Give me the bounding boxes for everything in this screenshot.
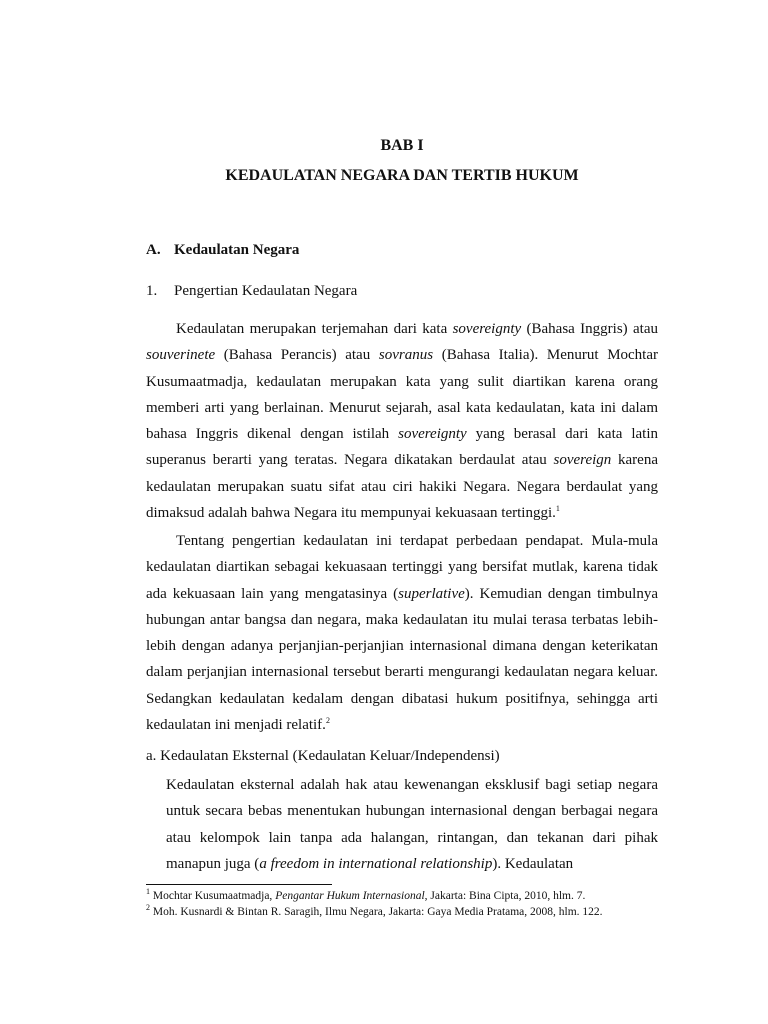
footnote-ref-2[interactable]: 2 <box>325 716 330 726</box>
text-run: (Bahasa Perancis) atau <box>215 347 379 364</box>
text-run: Kedaulatan eksternal adalah hak atau kewenangan eksklusif bagi setiap negara untuk secara bebas menentukan hubungan internasional dengan berbagai negara atau kelompok lain tanpa ada halangan, rintangan, dan tekanan dari pihak manapun juga ( <box>166 777 658 872</box>
italic-term: a freedom in international relationship <box>259 855 493 872</box>
footnote-1 <box>146 888 585 904</box>
italic-term: sovranus <box>378 347 434 364</box>
subsection-title: Pengertian Kedaulatan Negara <box>174 283 358 299</box>
text-run: yang berasal dari kata latin superanus berarti yang teratas. Negara dikatakan berdaulat atau <box>146 426 658 469</box>
chapter-title: KEDAULATAN NEGARA DAN TERTIB HUKUM <box>225 167 579 184</box>
text-run: ). Kemudian dengan timbulnya hubungan antar bangsa dan negara, maka kedaulatan itu mulai terasa terbatas lebih-lebih dengan adanya perjanjian-perjanjian internasional dimana dengan keterikatan dalam perjanjian internasional tersebut berarti mengurangi kedaulatan negara keluar. Sedangkan kedaulatan kedalam dengan dibatasi hukum positifnya, sehingga arti kedaulatan ini menjadi relatif. <box>146 585 659 734</box>
text-run: ). Kedaulatan <box>492 855 574 872</box>
section-title: Kedaulatan Negara <box>174 242 300 258</box>
italic-term: sovereignty <box>398 426 467 443</box>
paragraph-2 <box>146 528 658 738</box>
footnote-text: , Jakarta: Bina Cipta, 2010, hlm. 7. <box>424 890 586 902</box>
italic-term: sovereign <box>553 452 612 469</box>
subsection-heading-a <box>146 746 500 766</box>
footnote-ref-1[interactable]: 1 <box>555 504 560 514</box>
italic-term: souverinete <box>146 347 216 364</box>
footnote-divider <box>146 884 332 885</box>
subsection-marker: a. <box>146 748 157 764</box>
section-heading-a <box>146 240 299 260</box>
chapter-number: BAB I <box>380 137 424 154</box>
footnote-text: Moh. Kusnardi & Bintan R. Saragih, Ilmu Negara, Jakarta: Gaya Media Pratama, 2008, hlm. 122. <box>150 906 603 918</box>
section-marker: A. <box>146 242 161 258</box>
subsection-title: Kedaulatan Eksternal (Kedaulatan Keluar/Independensi) <box>160 748 500 764</box>
subsection-marker: 1. <box>146 283 158 299</box>
footnote-text: Mochtar Kusumaatmadja, <box>150 890 276 902</box>
footnote-number: 1 <box>146 887 150 897</box>
paragraph-1 <box>146 316 658 526</box>
footnote-italic: Pengantar Hukum Internasional <box>275 890 425 902</box>
text-run: karena kedaulatan merupakan suatu sifat atau ciri hakiki Negara. Negara berdaulat yang dimaksud adalah bahwa Negara itu mempunyai kekuasaan tertinggi. <box>146 452 658 522</box>
text-run: (Bahasa Inggris) atau <box>521 321 658 337</box>
italic-term: superlative <box>398 585 465 602</box>
text-run: Kedaulatan merupakan terjemahan dari kata <box>176 321 453 337</box>
footnote-2 <box>146 904 603 920</box>
subsection-heading-1 <box>146 281 357 301</box>
text-run: Tentang pengertian kedaulatan ini terdapat perbedaan pendapat. Mula-mula kedaulatan diartikan sebagai kekuasaan tertinggi yang bersifat mutlak, karena tidak ada kekuasaan lain yang mengatasinya ( <box>146 533 658 602</box>
footnote-number: 2 <box>146 903 150 913</box>
paragraph-3 <box>166 772 658 877</box>
text-run: (Bahasa Italia). Menurut Mochtar Kusumaatmadja, kedaulatan merupakan kata yang sulit diartikan karena orang memberi arti yang berlainan. Menurut sejarah, asal kata kedaulatan, kata ini dalam bahasa Inggris dikenal dengan istilah <box>146 347 659 443</box>
italic-term: sovereignty <box>452 321 522 337</box>
